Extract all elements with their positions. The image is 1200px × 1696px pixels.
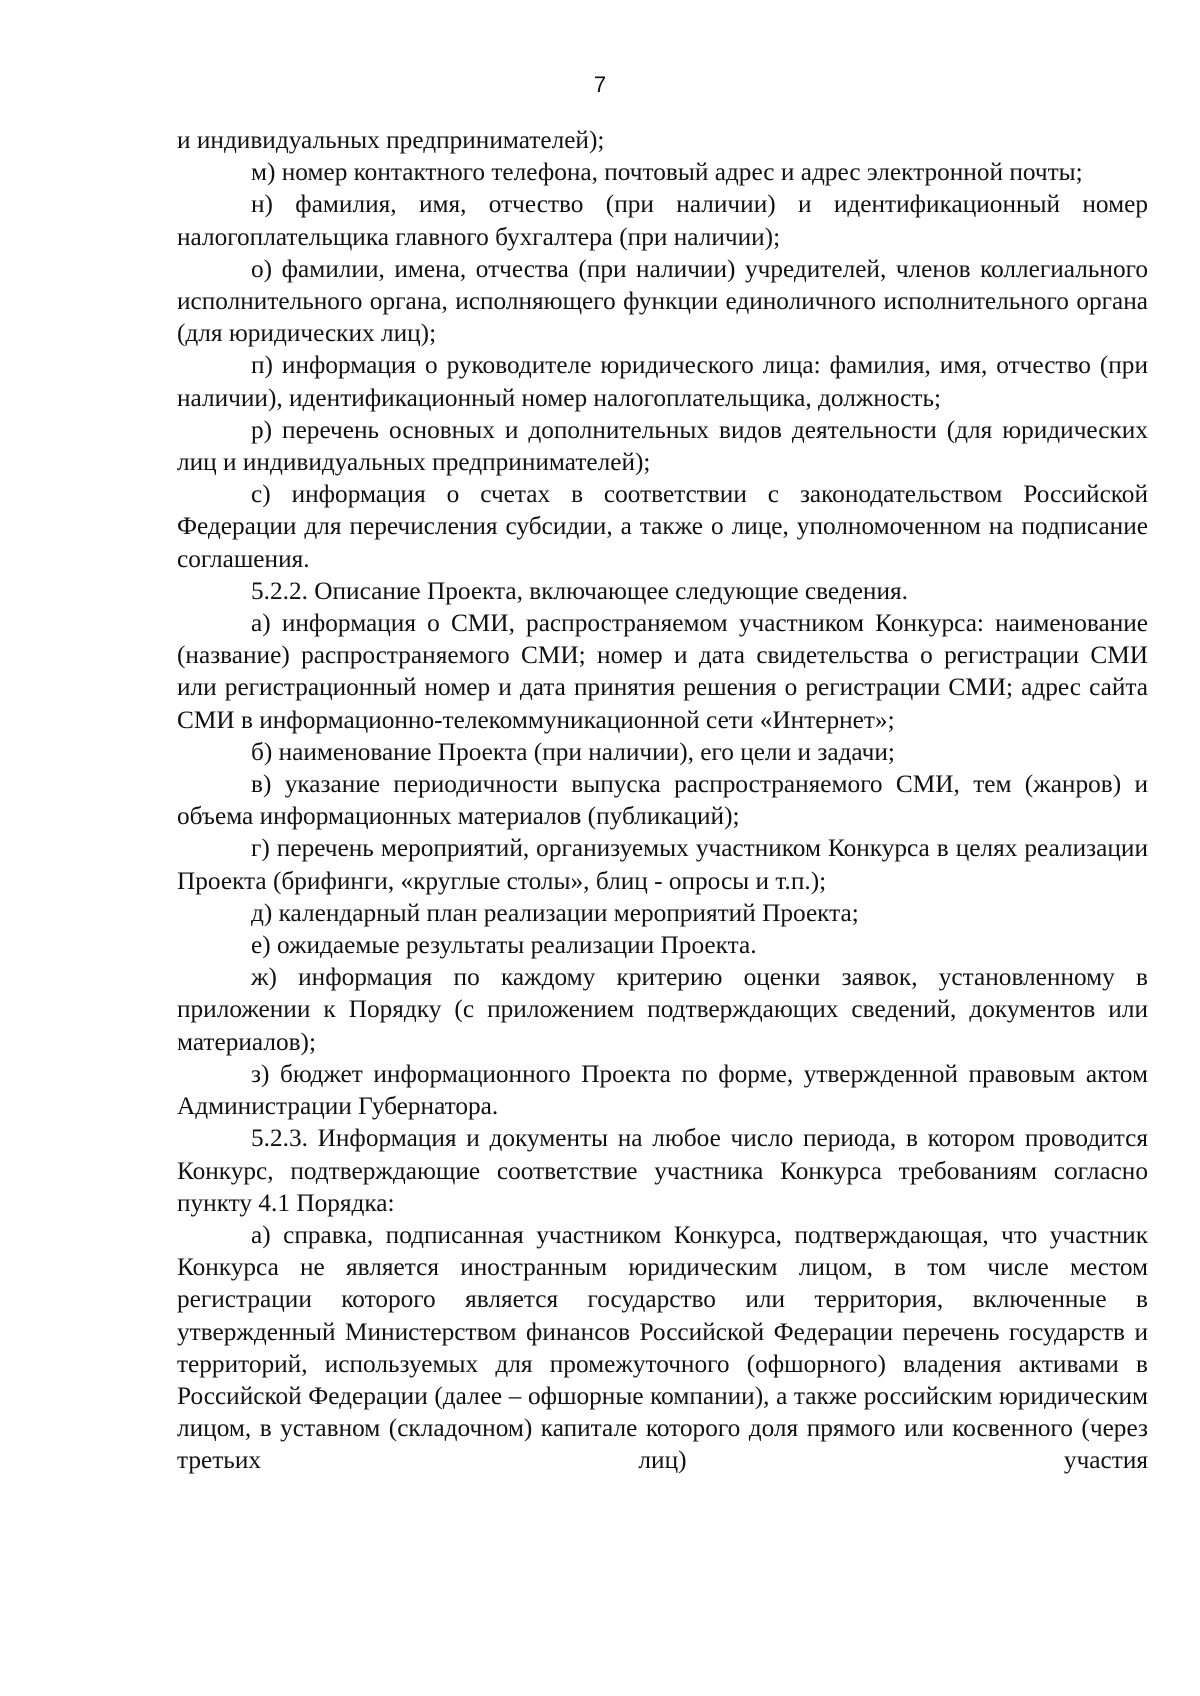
paragraph-item-o: о) фамилии, имена, отчества (при наличии) учредителей, членов коллегиального исполнительного органа, исполняющего функции единоличного исполнительного органа (для юридических лиц); (177, 254, 1148, 348)
paragraph-item-b: б) наименование Проекта (при наличии), его цели и задачи; (251, 737, 895, 766)
paragraph-item-v: в) указание периодичности выпуска распространяемого СМИ, тем (жанров) и объема информационных материалов (публикаций); (177, 770, 1148, 831)
paragraph-item-n: н) фамилия, имя, отчество (при наличии) и идентификационный номер налогоплательщика главного бухгалтера (при наличии); (177, 190, 1148, 251)
paragraph-item-zh: ж) информация по каждому критерию оценки заявок, установленному в приложении к Порядку (с приложением подтверждающих сведений, документов или материалов); (177, 963, 1148, 1056)
paragraph-item-p: п) информация о руководителе юридического лица: фамилия, имя, отчество (при наличии), идентификационный номер налогоплательщика, должность; (177, 351, 1148, 412)
paragraph-section-5-2-3: 5.2.3. Информация и документы на любое число периода, в котором проводится Конкурс, подтверждающие соответствие участника Конкурса требованиям согласно пункту 4.1 Порядка: (177, 1124, 1148, 1217)
document-body (177, 124, 1148, 1477)
paragraph-item-d: д) календарный план реализации мероприятий Проекта; (251, 898, 859, 927)
page-number: 7 (593, 72, 607, 97)
paragraph-item-s: с) информация о счетах в соответствии с законодательством Российской Федерации для перечисления субсидии, а также о лице, уполномоченном на подписание соглашения. (177, 480, 1148, 573)
paragraph-item-g: г) перечень мероприятий, организуемых участником Конкурса в целях реализации Проекта (брифинги, «круглые столы», блиц - опросы и т.п.); (177, 834, 1148, 895)
paragraph-item-e: е) ожидаемые результаты реализации Проекта. (251, 931, 757, 960)
paragraph-continuation: и индивидуальных предпринимателей); (177, 126, 605, 154)
paragraph-item-a-certificate: а) справка, подписанная участником Конкурса, подтверждающая, что участник Конкурса не является иностранным юридическим лицом, в том числе местом регистрации которого является государство или территория, включенные в утвержденный Министерством финансов Российской Федерации перечень государств и территорий, используемых для промежуточного (офшорного) владения активами в Российской Федерации (далее – офшорные компании), а также российским юридическим лицом, в уставном (складочном) капитале которого доля прямого или косвенного (через третьих лиц) участия (177, 1220, 1148, 1475)
paragraph-item-a-media: а) информация о СМИ, распространяемом участником Конкурса: наименование (название) распространяемого СМИ; номер и дата свидетельства о регистрации СМИ или регистрационный номер и дата принятия решения о регистрации СМИ; адрес сайта СМИ в информационно-телекоммуникационной сети «Интернет»; (177, 609, 1148, 734)
paragraph-item-z: з) бюджет информационного Проекта по форме, утвержденной правовым актом Администрации Губернатора. (177, 1059, 1148, 1121)
paragraph-item-r: р) перечень основных и дополнительных видов деятельности (для юридических лиц и индивидуальных предпринимателей); (177, 415, 1148, 477)
paragraph-item-m: м) номер контактного телефона, почтовый адрес и адрес электронной почты; (251, 158, 1083, 187)
paragraph-section-5-2-2: 5.2.2. Описание Проекта, включающее следующие сведения. (251, 576, 908, 605)
